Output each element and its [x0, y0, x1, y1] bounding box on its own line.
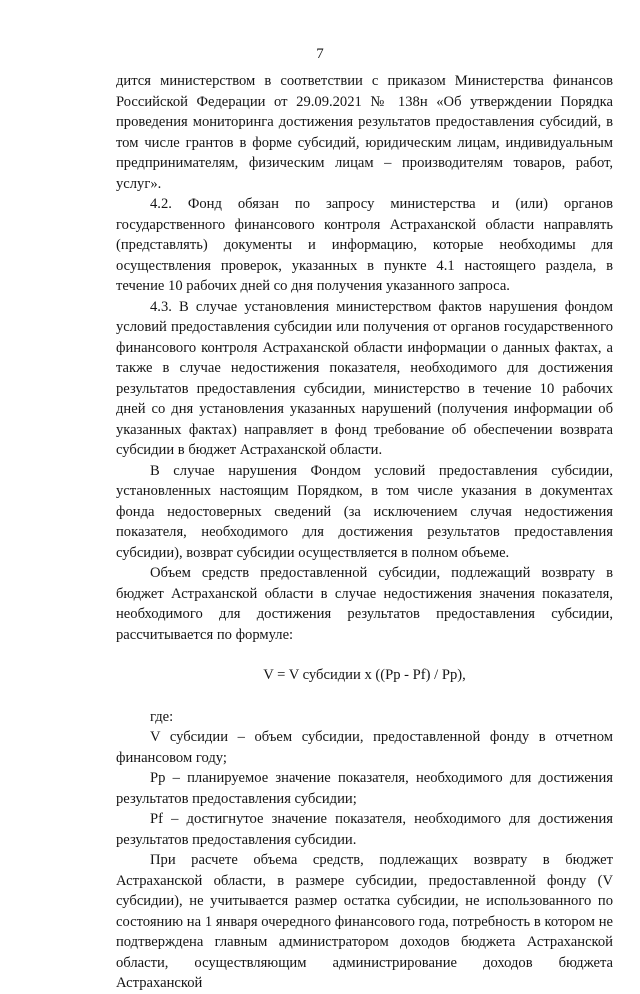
definition-v-subsidy: V субсидии – объем субсидии, предоставленной фонду в отчетном финансовом году; — [116, 729, 613, 766]
paragraph-continuation: дится министерством в соответствии с приказом Министерства финансов Российской Федерации от 29.09.2021 № 138н «Об утверждении Порядка проведения мониторинга достижения результатов предоставления субсидий, в том числе грантов в форме субсидий, юридическим лицам, индивидуальным предпринимателям, физическим лицам – производителям товаров, работ, услуг». — [116, 73, 613, 192]
paragraph-return-volume: Объем средств предоставленной субсидии, подлежащий возврату в бюджет Астраханской области в случае недостижения значения показателя, необходимого для достижения результатов предоставления субсидии, рассчитывается по формуле: — [116, 565, 613, 643]
document-body — [116, 71, 613, 994]
page-number: 7 — [316, 46, 324, 62]
formula: V = V субсидии х ((Pp - Pf) / Pp), — [263, 667, 466, 683]
paragraph-violation: В случае нарушения Фондом условий предоставления субсидии, установленных настоящим Порядком, в том числе указания в документах фонда недостоверных сведений (за исключением случая недостижения показателя, необходимого для достижения результатов предоставления субсидии), возврат субсидии осуществляется в полном объеме. — [116, 462, 613, 561]
definition-pp: Pp – планируемое значение показателя, необходимого для достижения результатов предоставления субсидии; — [116, 770, 613, 807]
definition-pf: Pf – достигнутое значение показателя, необходимого для достижения результатов предоставления субсидии. — [116, 811, 613, 848]
where-label: где: — [150, 708, 174, 725]
paragraph-4-3: 4.3. В случае установления министерством фактов нарушения фондом условий предоставления субсидии или получения от органов государственного финансового контроля Астраханской области информации о данных фактах, а также в случае недостижения показателя, необходимого для достижения результатов предоставления субсидии, министерство в течение 10 рабочих дней со дня установления указанных нарушений (получения информации об указанных фактах) направляет в фонд требование об обеспечении возврата субсидии в бюджет Астраханской области. — [116, 298, 613, 458]
paragraph-final: При расчете объема средств, подлежащих возврату в бюджет Астраханской области, в размере субсидии, предоставленной фонду (V субсидии), не учитывается размер остатка субсидии, не использованного по состоянию на 1 января очередного финансового года, потребность в котором не подтверждена главным администратором доходов бюджета Астраханской области, осуществляющим администрирование доходов бюджета Астраханской — [116, 852, 613, 991]
paragraph-4-2: 4.2. Фонд обязан по запросу министерства и (или) органов государственного финансового контроля Астраханской области направлять (представлять) документы и информацию, которые необходимы для осуществления проверок, указанных в пункте 4.1 настоящего раздела, в течение 10 рабочих дней со дня получения указанного запроса. — [116, 196, 613, 294]
